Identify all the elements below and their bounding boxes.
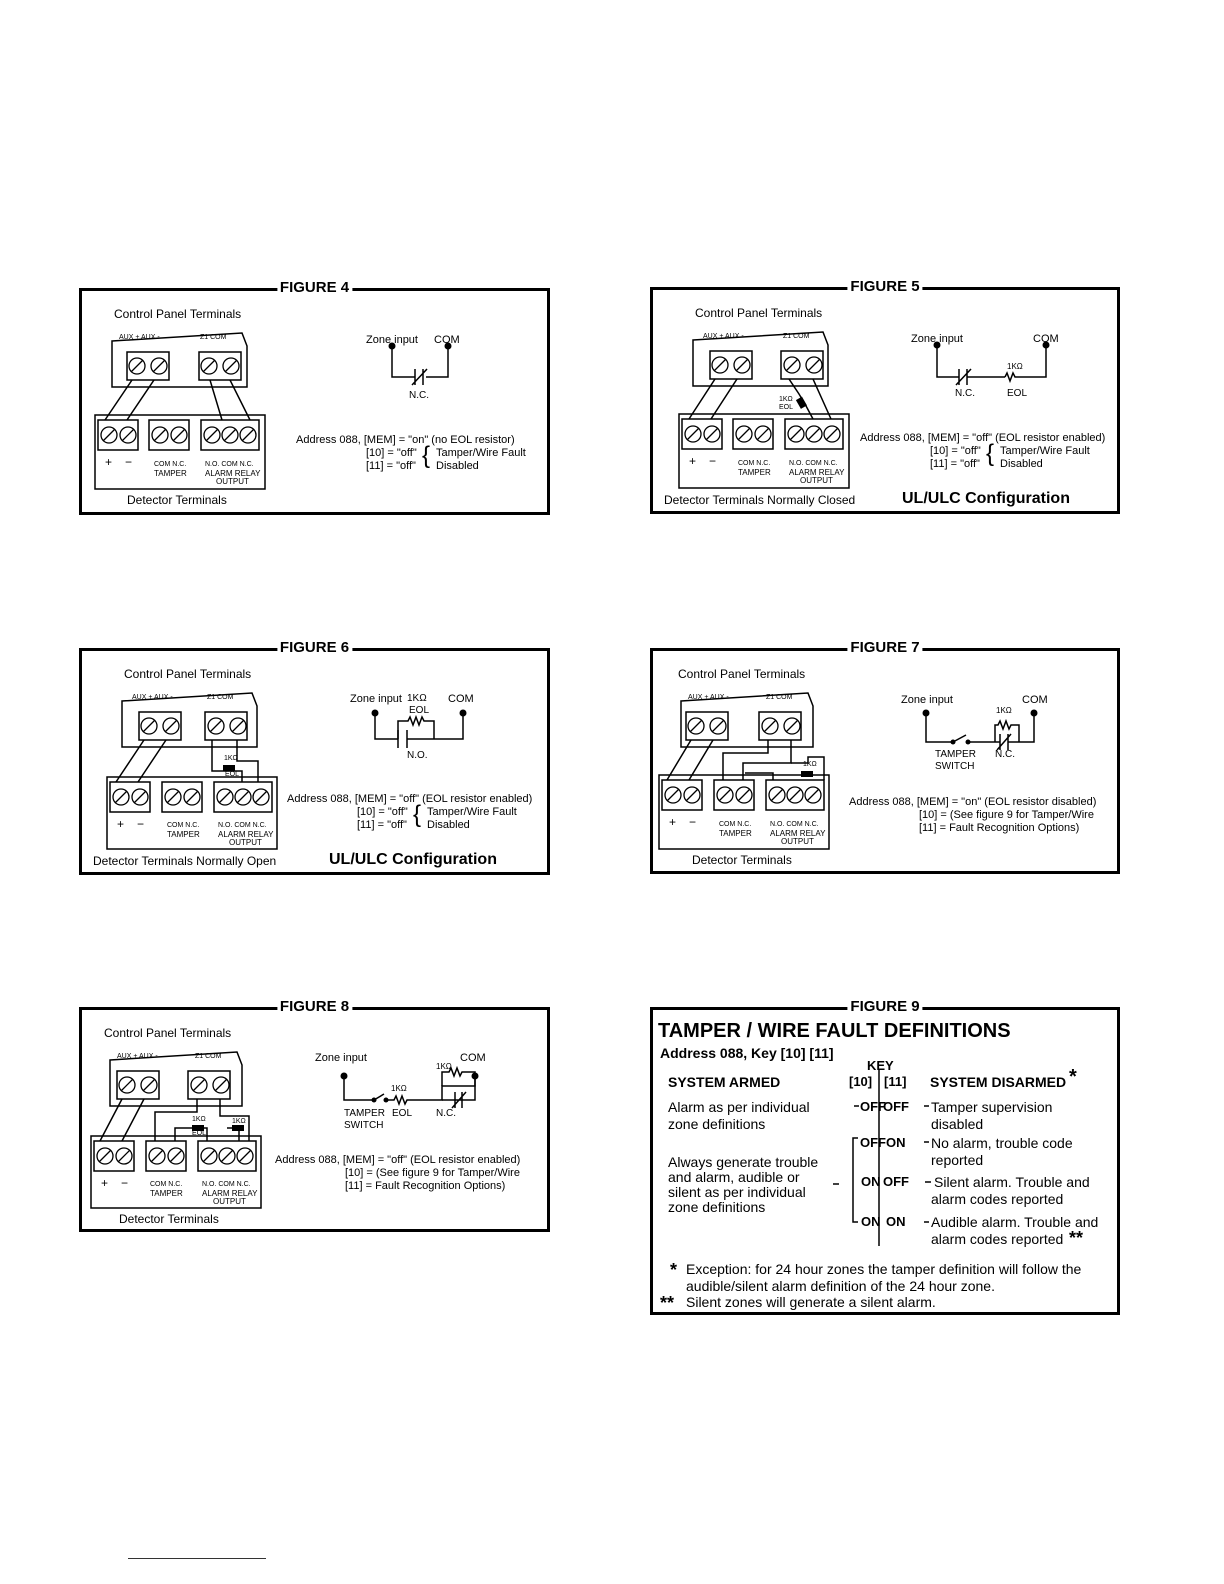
address-line-2: [10] = (See figure 9 for Tamper/Wire [919, 809, 1094, 821]
panel-z1-com-label: Z1 COM [200, 334, 227, 341]
tamper-switch-label-1: TAMPER [344, 1108, 385, 1119]
relay-output-label: OUTPUT [213, 1197, 246, 1206]
note2-line: Silent zones will generate a silent alarm. [686, 1294, 936, 1310]
figure-title: FIGURE 7 [847, 639, 922, 656]
key-11-header: [11] [884, 1074, 907, 1089]
com-label: COM [1033, 333, 1059, 345]
panel-z1-com-label: Z1 COM [195, 1053, 222, 1060]
com-label: COM [1022, 694, 1048, 706]
tamper-switch-label-1: TAMPER [935, 749, 976, 760]
relay-output-label: OUTPUT [229, 838, 262, 847]
com-label: COM [434, 334, 460, 346]
wiring-diagram [82, 651, 553, 878]
wire-resistor-value-a: 1KΩ [192, 1116, 206, 1123]
wire-resistor-value: 1KΩ [779, 396, 793, 403]
detector-terminals-label: Detector Terminals [119, 1212, 219, 1226]
relay-output-label: OUTPUT [800, 476, 833, 485]
wire-resistor-value: 1KΩ [224, 755, 238, 762]
address-line-3: [11] = Fault Recognition Options) [345, 1180, 506, 1192]
address-line-3: [11] = Fault Recognition Options) [919, 822, 1080, 834]
address-line-2: [10] = "off" [366, 447, 417, 459]
eol-label: EOL [409, 705, 430, 716]
zone-input-label: Zone input [911, 333, 963, 345]
brace-text-a: Tamper/Wire Fault [436, 447, 526, 459]
panel-aux-label: AUX + AUX - [132, 694, 173, 701]
key-header: KEY [867, 1058, 894, 1073]
row3-right-b: alarm codes reported [931, 1191, 1064, 1207]
wire-resistor-value: 1KΩ [803, 761, 817, 768]
detector-minus: − [689, 815, 697, 829]
address-line-3: [11] = "off" [366, 460, 416, 472]
relay-pins: N.O. COM N.C. [205, 461, 254, 468]
detector-terminals-label: Detector Terminals Normally Open [93, 854, 277, 868]
system-armed-header: SYSTEM ARMED [668, 1074, 781, 1090]
relay-output-label: OUTPUT [216, 477, 249, 486]
com-label: COM [460, 1052, 486, 1064]
figure-4 [79, 279, 550, 515]
figure-title: FIGURE 6 [277, 639, 352, 656]
wiring-diagram [82, 1010, 553, 1235]
group-left-b: and alarm, audible or [668, 1169, 800, 1185]
figure-title: FIGURE 5 [847, 278, 922, 295]
relay-output-label: OUTPUT [781, 837, 814, 846]
note1-asterisk: * [670, 1260, 678, 1280]
detector-plus: + [101, 1176, 109, 1190]
relay-label: ALARM RELAY [205, 469, 261, 478]
row2-right-a: No alarm, trouble code [931, 1135, 1073, 1151]
wiring-diagram [653, 651, 1123, 877]
figure-title: FIGURE 8 [277, 998, 352, 1015]
row1-key11: OFF [883, 1099, 909, 1114]
system-disarmed-header: SYSTEM DISARMED [930, 1074, 1067, 1090]
figure-9 [650, 998, 1120, 1315]
address-line-3: [11] = "off" [357, 819, 407, 831]
group-left-d: zone definitions [668, 1199, 766, 1215]
row3-key11: OFF [883, 1174, 909, 1189]
com-label: COM [448, 693, 474, 705]
tamper-pins: COM N.C. [154, 461, 187, 468]
wire-eol-label: EOL [225, 771, 240, 778]
tamper-pins: COM N.C. [150, 1181, 183, 1188]
tamper-label: TAMPER [154, 469, 187, 478]
tamper-label: TAMPER [167, 830, 200, 839]
address-line-2: [10] = (See figure 9 for Tamper/Wire [345, 1167, 520, 1179]
address-line-2: [10] = "off" [930, 445, 981, 457]
relay-pins: N.O. COM N.C. [202, 1181, 251, 1188]
figure-8 [79, 998, 550, 1232]
group-left-a: Always generate trouble [668, 1154, 819, 1170]
row1-key10: OFF [860, 1099, 886, 1114]
row3-key10: ON [861, 1174, 881, 1189]
footnote-rule [128, 1558, 266, 1559]
row4-right-a: Audible alarm. Trouble and [931, 1214, 1099, 1230]
brace-text-a: Tamper/Wire Fault [1000, 445, 1090, 457]
panel-aux-label: AUX + AUX - [119, 334, 160, 341]
figure-title: FIGURE 4 [277, 279, 352, 296]
wire-resistor-value-b: 1KΩ [232, 1118, 246, 1125]
row4-key10: ON [861, 1214, 881, 1229]
address-line-2: [10] = "off" [357, 806, 408, 818]
disarmed-asterisk: * [1069, 1066, 1077, 1088]
resistor-value: 1KΩ [996, 706, 1012, 715]
panel-aux-label: AUX + AUX - [703, 333, 744, 340]
panel-terminals-label: Control Panel Terminals [104, 1026, 232, 1040]
brace: { [986, 440, 995, 467]
figure-9-subheading: Address 088, Key [10] [11] [660, 1045, 834, 1061]
zone-input-label: Zone input [315, 1052, 367, 1064]
panel-z1-com-label: Z1 COM [766, 694, 793, 701]
detector-minus: − [121, 1176, 129, 1190]
detector-plus: + [669, 815, 677, 829]
tamper-switch-label-2: SWITCH [344, 1120, 384, 1131]
brace: { [422, 442, 431, 469]
brace-text-a: Tamper/Wire Fault [427, 806, 517, 818]
detector-plus: + [105, 455, 113, 469]
row1-left-a: Alarm as per individual [668, 1099, 810, 1115]
relay-pins: N.O. COM N.C. [770, 821, 819, 828]
note2-asterisks: ** [660, 1293, 675, 1313]
row1-right-a: Tamper supervision [931, 1099, 1053, 1115]
wiring-diagram [82, 291, 553, 518]
tamper-label: TAMPER [719, 829, 752, 838]
panel-aux-label: AUX + AUX - [688, 694, 729, 701]
contact-label: N.C. [955, 388, 975, 399]
key-10-header: [10] [849, 1074, 873, 1089]
address-line-1: Address 088, [MEM] = "off" (EOL resistor enabled) [860, 432, 1106, 444]
relay-pins: N.O. COM N.C. [789, 460, 838, 467]
tamper-label: TAMPER [150, 1189, 183, 1198]
note1-line-b: audible/silent alarm definition of the 24 hour zone. [686, 1278, 995, 1294]
address-line-1: Address 088, [MEM] = "off" (EOL resistor enabled) [287, 793, 533, 805]
relay-pins: N.O. COM N.C. [218, 822, 267, 829]
panel-terminals-label: Control Panel Terminals [678, 667, 806, 681]
tamper-pins: COM N.C. [738, 460, 771, 467]
panel-terminals-label: Control Panel Terminals [114, 307, 242, 321]
address-line-1: Address 088, [MEM] = "off" (EOL resistor enabled) [275, 1154, 521, 1166]
tamper-pins: COM N.C. [719, 821, 752, 828]
panel-terminals-label: Control Panel Terminals [695, 306, 823, 320]
panel-terminals-label: Control Panel Terminals [124, 667, 252, 681]
figure-5 [650, 278, 1120, 514]
address-line-3: [11] = "off" [930, 458, 980, 470]
detector-plus: + [117, 817, 125, 831]
address-line-1: Address 088, [MEM] = "on" (no EOL resistor) [296, 434, 515, 446]
tamper-label: TAMPER [738, 468, 771, 477]
brace-text-b: Disabled [1000, 458, 1043, 470]
brace-text-b: Disabled [436, 460, 479, 472]
contact-label: N.C. [409, 390, 429, 401]
row3-right-a: Silent alarm. Trouble and [934, 1174, 1090, 1190]
row2-key11: ON [886, 1135, 906, 1150]
zone-input-label: Zone input [366, 334, 418, 346]
row1-right-b: disabled [931, 1116, 984, 1132]
relay-label: ALARM RELAY [789, 468, 845, 477]
address-line-1: Address 088, [MEM] = "on" (EOL resistor disabled) [849, 796, 1097, 808]
detector-terminals-label: Detector Terminals Normally Closed [664, 493, 856, 507]
tamper-switch-label-2: SWITCH [935, 761, 975, 772]
eol-resistor-value: 1KΩ [1007, 362, 1023, 371]
row2-key10: OFF [860, 1135, 886, 1150]
panel-z1-com-label: Z1 COM [783, 333, 810, 340]
panel-z1-com-label: Z1 COM [207, 694, 234, 701]
figure-6 [79, 639, 550, 875]
detector-minus: − [125, 455, 133, 469]
zone-input-label: Zone input [350, 693, 402, 705]
figure-7 [650, 639, 1120, 874]
contact-label: N.C. [436, 1108, 456, 1119]
tamper-pins: COM N.C. [167, 822, 200, 829]
brace: { [413, 801, 422, 828]
relay-label: ALARM RELAY [770, 829, 826, 838]
detector-minus: − [137, 817, 145, 831]
detector-terminals-label: Detector Terminals [692, 853, 792, 867]
figure-title: FIGURE 9 [847, 998, 922, 1015]
eol-label: EOL [392, 1108, 413, 1119]
row4-right-b: alarm codes reported [931, 1231, 1064, 1247]
relay-label: ALARM RELAY [202, 1189, 258, 1198]
resistor-value-b: 1KΩ [391, 1084, 407, 1093]
figure-9-heading: TAMPER / WIRE FAULT DEFINITIONS [658, 1020, 1011, 1042]
detector-terminals-label: Detector Terminals [127, 493, 227, 507]
eol-label: EOL [1007, 388, 1028, 399]
contact-label: N.O. [407, 750, 428, 761]
detector-minus: − [709, 454, 717, 468]
detector-plus: + [689, 454, 697, 468]
ul-ulc-configuration: UL/ULC Configuration [902, 490, 1070, 507]
row4-key11: ON [886, 1214, 906, 1229]
brace-text-b: Disabled [427, 819, 470, 831]
contact-label: N.C. [995, 749, 1015, 760]
row1-left-b: zone definitions [668, 1116, 766, 1132]
wiring-diagram [653, 290, 1123, 517]
row4-double-asterisk: ** [1069, 1228, 1084, 1248]
zone-input-label: Zone input [901, 694, 953, 706]
eol-resistor-value: 1KΩ [407, 693, 427, 704]
row2-right-b: reported [931, 1152, 984, 1168]
wire-eol-label: EOL [779, 404, 794, 411]
note1-line-a: Exception: for 24 hour zones the tamper definition will follow the [686, 1261, 1082, 1277]
panel-aux-label: AUX + AUX - [117, 1053, 158, 1060]
resistor-value-a: 1KΩ [436, 1062, 452, 1071]
relay-label: ALARM RELAY [218, 830, 274, 839]
group-left-c: silent as per individual [668, 1184, 806, 1200]
wire-eol-label: EOL [192, 1130, 207, 1137]
ul-ulc-configuration: UL/ULC Configuration [329, 851, 497, 868]
